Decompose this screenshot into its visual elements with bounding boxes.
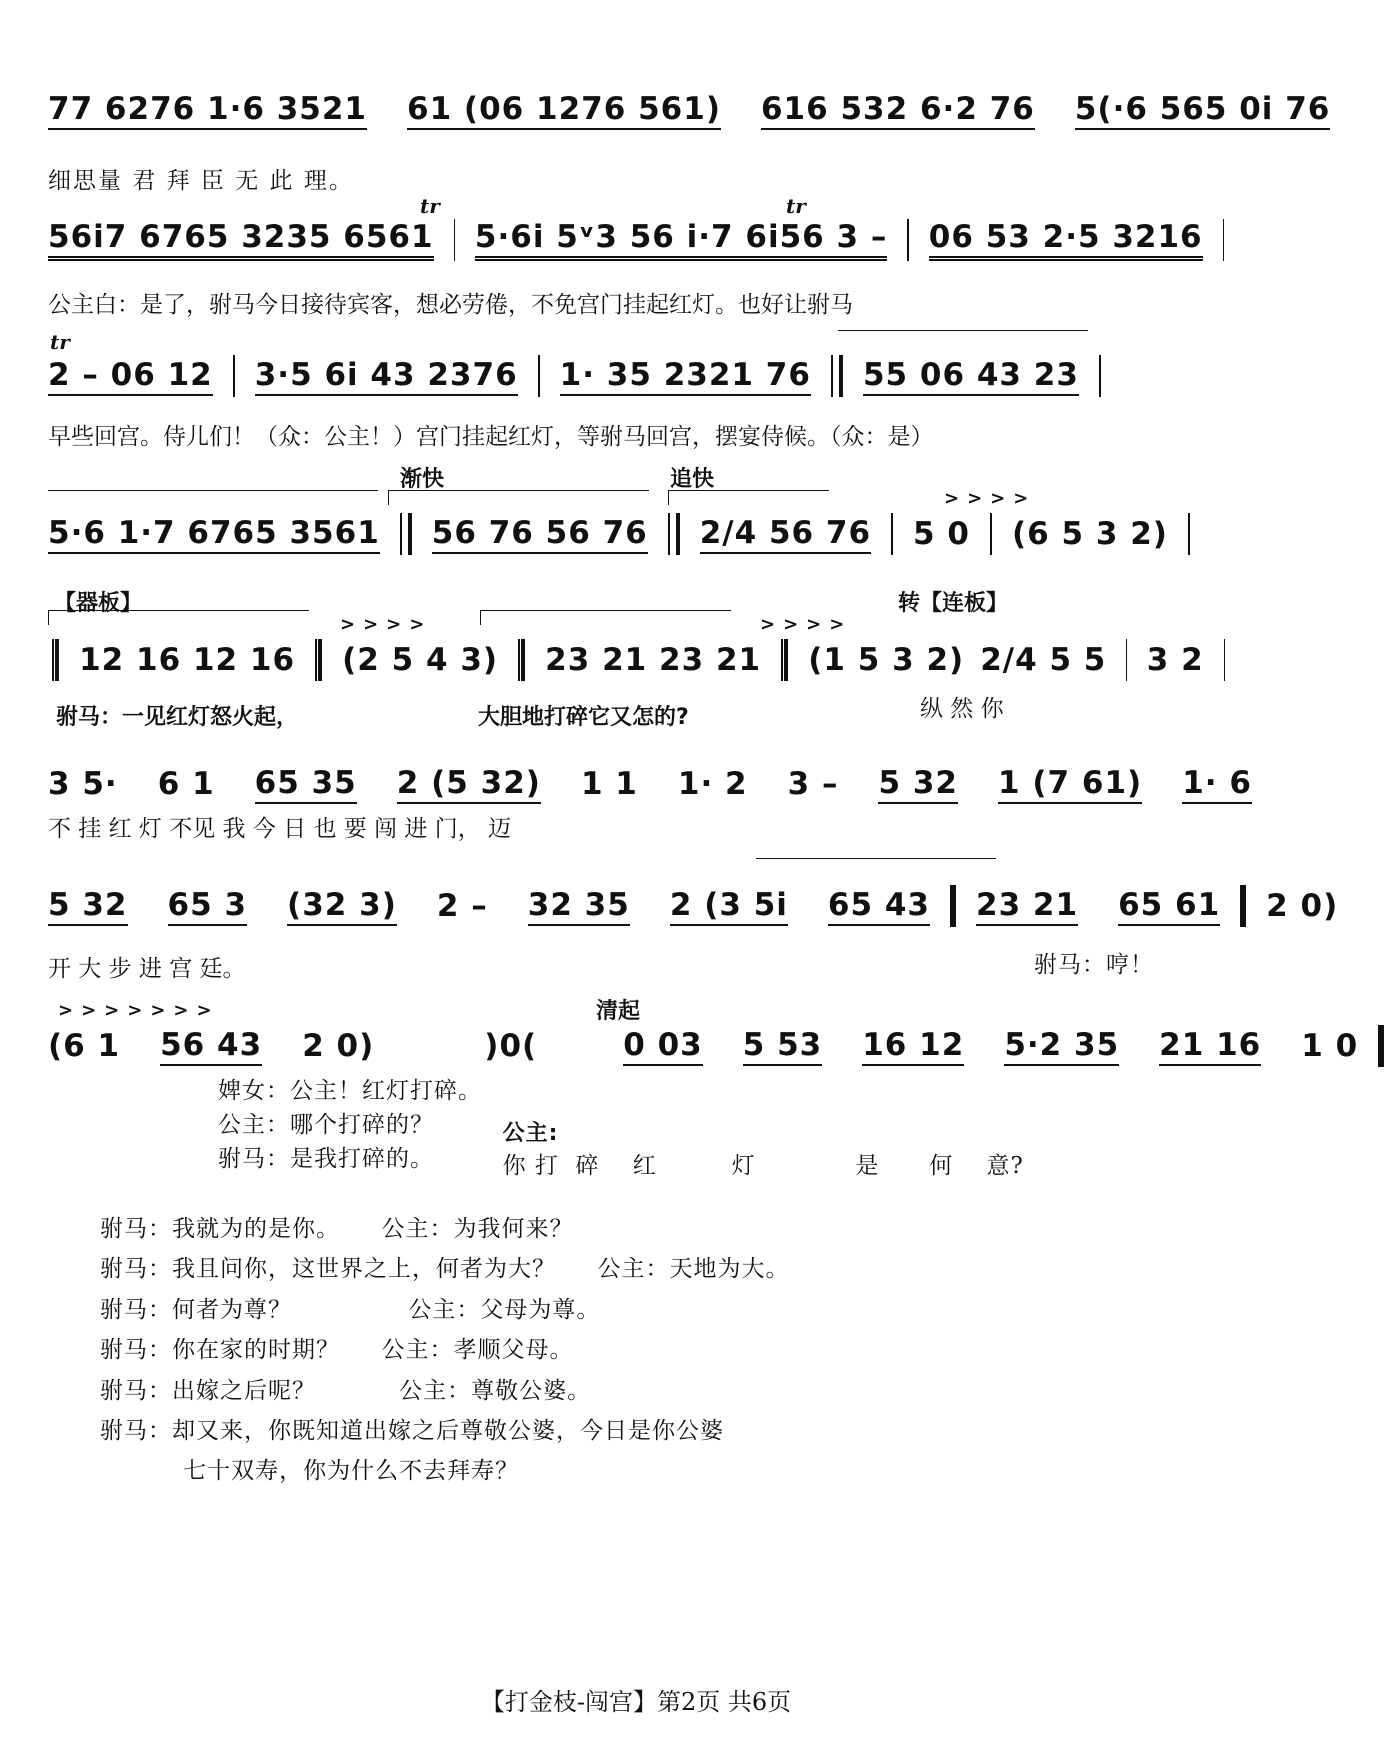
measure: 56 43 [160, 1027, 262, 1066]
measure: 21 16 [1159, 1027, 1261, 1066]
measure: 56i7 6765 3235 6561 [48, 219, 434, 261]
score-system-1 [48, 70, 1331, 140]
lyrics-line: 纵 然 你 [920, 696, 1004, 722]
measure: 5 0 [913, 516, 970, 552]
measure: 1 1 [580, 766, 638, 802]
measure: 2 – [436, 888, 488, 924]
notation-line [48, 762, 1252, 806]
dialogue-line: 驸马：你在家的时期？ 公主：孝顺父母。 [100, 1337, 574, 1363]
measure: 2 – 06 12 [48, 357, 213, 396]
accent-marks: >>>> [760, 614, 853, 635]
measure: 2 (3 5i [670, 887, 788, 926]
measure: 3 – [787, 766, 839, 802]
measure: 1· 2 [677, 766, 748, 802]
barline [1223, 219, 1224, 261]
measure: 65 43 [828, 887, 930, 926]
measure: 32 35 [528, 887, 630, 926]
repeat-bracket [480, 610, 731, 625]
repeat-barline [1240, 885, 1246, 927]
barline [1099, 355, 1101, 397]
measure: 2/4 5 5 [980, 642, 1107, 678]
repeat-barline [831, 355, 843, 397]
measure: 2 (5 32) [397, 765, 541, 804]
dialogue-line: 驸马：何者为尊？ 公主：父母为尊。 [100, 1297, 601, 1323]
measure: 0 03 [623, 1027, 703, 1066]
repeat-barline [950, 885, 956, 927]
measure: 65 61 [1118, 887, 1220, 926]
dialogue-line: 驸马：我就为的是你。 公主：为我何来？ [100, 1216, 574, 1242]
measure: 5 32 [48, 887, 128, 926]
section-label-qiban: 【器板】 [54, 591, 143, 616]
measure: (6 1 [48, 1028, 121, 1064]
measure: 61 (06 1276 561) [407, 91, 721, 130]
accent-marks: >>>>>>> [58, 1000, 220, 1021]
measure: 12 16 12 16 [79, 642, 296, 678]
page-footer: 【打金枝-闯宫】第2页 共6页 [480, 1688, 792, 1716]
notation-line [48, 512, 1228, 556]
measure: )0( [484, 1028, 538, 1064]
score-system-4 [48, 467, 1228, 564]
barline [891, 513, 893, 555]
repeat-barline [400, 513, 412, 555]
measure: 23 21 23 21 [545, 642, 762, 678]
measure: 2 0) [302, 1028, 375, 1064]
measure: 3·5 6i 43 2376 [255, 357, 518, 396]
measure: 65 35 [255, 765, 357, 804]
lyric-segment: 驸马：一见红灯怒火起， [56, 705, 299, 730]
notation-line [48, 1024, 1359, 1068]
repeat-bracket [668, 490, 829, 505]
dialogue-line: 驸马：我且问你，这世界之上，何者为大？ 公主：天地为大。 [100, 1256, 790, 1282]
measure: 1 0 [1301, 1028, 1359, 1064]
measure: 5·6i 5ᵛ3 56 i·7 6i56 3 – [475, 219, 887, 261]
measure: 5(·6 565 0i 76 [1075, 91, 1331, 130]
score-system-6 [48, 744, 1252, 814]
score-system-5 [48, 591, 1228, 690]
notation-line [48, 354, 1228, 398]
measure: 2 0) [1266, 888, 1339, 924]
measure: 1· 6 [1182, 765, 1252, 804]
tempo-mark-faster: 追快 [670, 467, 715, 492]
measure: (1 5 3 2) [808, 642, 965, 678]
accent-marks: >>>> [944, 488, 1037, 509]
lyrics-line [486, 1090, 1024, 1180]
measure: 56 76 56 76 [432, 515, 648, 554]
measure: 2/4 56 76 [700, 515, 871, 554]
measure: 1· 35 2321 76 [560, 357, 811, 396]
measure: (2 5 4 3) [342, 642, 499, 678]
repeat-barline [668, 513, 680, 555]
tempo-mark-start: 清起 [596, 999, 641, 1024]
repeat-barline [518, 639, 525, 681]
notation-line [48, 884, 1339, 928]
repeat-bracket [48, 490, 378, 491]
dialogue-line: 驸马：却又来，你既知道出嫁之后尊敬公婆，今日是你公婆 [100, 1418, 724, 1444]
measure: 5·2 35 [1004, 1027, 1119, 1066]
tempo-mark-accel: 渐快 [400, 467, 445, 492]
lyrics-line: 开 大 步 进 宫 廷。 [48, 956, 246, 982]
repeat-barline [315, 639, 322, 681]
repeat-barline [52, 639, 59, 681]
measure: 616 532 6·2 76 [761, 91, 1035, 130]
barline [907, 219, 908, 261]
measure: (32 3) [287, 887, 397, 926]
barline [538, 355, 540, 397]
lyrics-line: 不 挂 红 灯 不见 我 今 日 也 要 闯 进 门， 迈 [48, 816, 512, 842]
measure: 06 53 2·5 3216 [929, 219, 1203, 261]
section-label-lianban: 转【连板】 [898, 591, 1009, 616]
notation-line [48, 218, 1228, 262]
repeat-bracket [48, 610, 309, 625]
measure: 5 53 [743, 1027, 823, 1066]
measure: 65 3 [168, 887, 248, 926]
spoken-line: 公主白：是了，驸马今日接待宾客，想必劳倦，不免宫门挂起红灯。也好让驸马 [48, 292, 853, 318]
repeat-bracket [838, 330, 1088, 331]
accent-marks: >>>> [340, 614, 433, 635]
score-system-2 [48, 194, 1228, 270]
measure: 16 12 [862, 1027, 964, 1066]
repeat-bracket [388, 490, 649, 505]
measure: 77 6276 1·6 3521 [48, 91, 367, 130]
trill-mark: tr [420, 194, 440, 218]
spoken-line: 早些回宫。侍儿们！（众：公主！）宫门挂起红灯，等驸马回宫，摆宴侍候。（众：是） [48, 424, 934, 450]
dialogue-line: 驸马：出嫁之后呢？ 公主：尊敬公婆。 [100, 1378, 592, 1404]
dialog-line: 公主：哪个打碎的？ [218, 1112, 434, 1138]
barline [233, 355, 235, 397]
notation-line [48, 88, 1331, 132]
measure: 5 32 [878, 765, 958, 804]
measure: 6 1 [157, 766, 215, 802]
trill-mark: tr [786, 194, 806, 218]
dialogue-line: 七十双寿，你为什么不去拜寿？ [100, 1458, 520, 1484]
score-system-3 [48, 330, 1228, 406]
aside-line: 驸马：哼！ [1034, 952, 1154, 978]
measure: (6 5 3 2) [1011, 516, 1168, 552]
repeat-bracket [756, 858, 996, 859]
barline [1188, 513, 1190, 555]
lyric-segment: 大胆地打碎它又怎的? [478, 705, 689, 730]
dialog-line: 驸马：是我打碎的。 [218, 1146, 434, 1172]
measure: 23 21 [976, 887, 1078, 926]
measure: 3 5· [48, 766, 118, 802]
measure: 55 06 43 23 [863, 357, 1079, 396]
notation-line [48, 638, 1228, 682]
repeat-barline [781, 639, 788, 681]
score-system-8 [48, 999, 1359, 1076]
measure: 1 (7 61) [998, 765, 1142, 804]
speaker-label: 公主: [502, 1121, 559, 1146]
final-barline [1378, 1025, 1384, 1067]
measure: 5·6 1·7 6765 3561 [48, 515, 380, 554]
trill-mark: tr [50, 330, 70, 354]
lyric-text: 你 打 碎 红 灯 是 何 意? [502, 1153, 1024, 1179]
measure: 3 2 [1146, 642, 1204, 678]
lyrics-line: 细思量 君 拜 臣 无 此 理。 [48, 168, 354, 194]
barline [990, 513, 992, 555]
barline [454, 219, 455, 261]
score-system-7 [48, 866, 1339, 936]
dialog-line: 婢女：公主！红灯打碎。 [218, 1078, 482, 1104]
